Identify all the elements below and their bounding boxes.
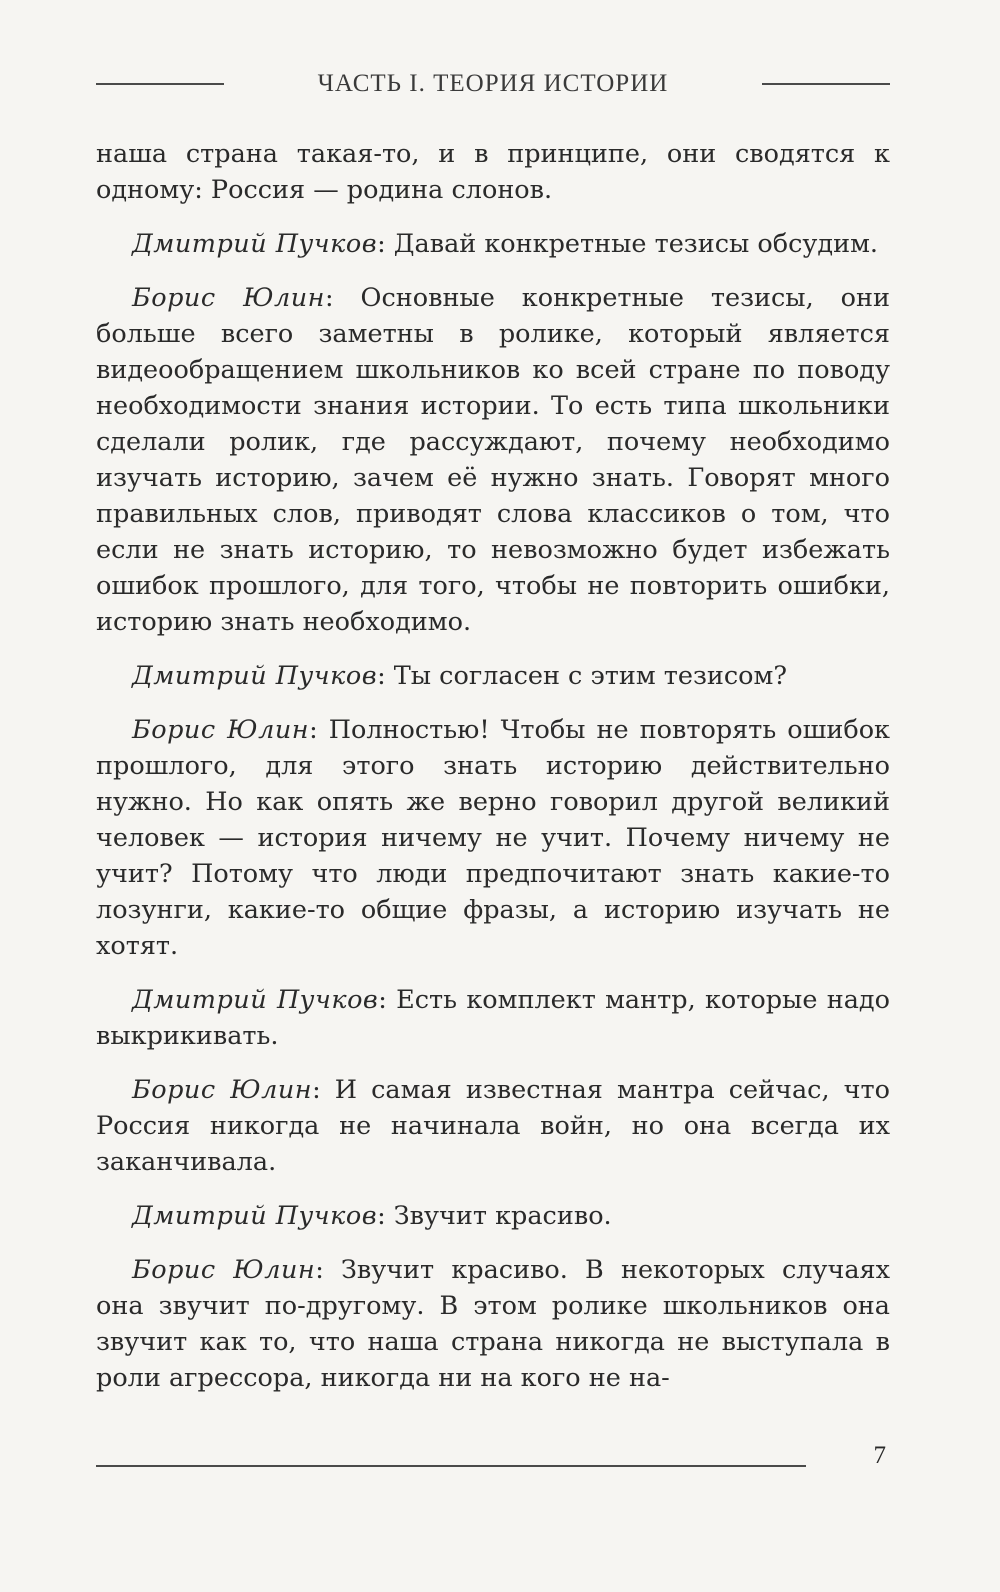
- paragraph-text: : Ты согласен с этим тезисом?: [377, 661, 788, 691]
- page-footer: [96, 1440, 890, 1480]
- speaker-name: Дмитрий Пучков: [132, 1201, 378, 1231]
- footer-rule: [96, 1465, 806, 1467]
- paragraph-text: : Есть комплект мантр, которые надо выкрикивать.: [96, 985, 890, 1051]
- speaker-name: Борис Юлин: [132, 1255, 316, 1285]
- speaker-name: Дмитрий Пучков: [132, 661, 378, 691]
- speaker-name: Борис Юлин: [132, 283, 325, 313]
- page-number: 7: [873, 1442, 886, 1469]
- paragraph: [96, 280, 890, 640]
- paragraph-text: наша страна такая-то, и в принципе, они сводятся к одному: Россия — родина слонов.: [96, 139, 890, 205]
- speaker-name: Борис Юлин: [132, 715, 310, 745]
- running-title: ЧАСТЬ I. ТЕОРИЯ ИСТОРИИ: [317, 70, 669, 97]
- paragraph: [96, 1252, 890, 1396]
- header-right-rule: [762, 83, 890, 85]
- paragraph: [96, 658, 890, 694]
- paragraph: [96, 712, 890, 964]
- paragraph: [96, 136, 890, 208]
- speaker-name: Дмитрий Пучков: [132, 985, 379, 1015]
- paragraph-text: : Давай конкретные тезисы обсудим.: [377, 229, 879, 259]
- header-left-rule: [96, 83, 224, 85]
- speaker-name: Дмитрий Пучков: [132, 229, 378, 259]
- body-text: [96, 136, 890, 1414]
- paragraph: [96, 226, 890, 262]
- paragraph-text: : Звучит красиво. В некоторых случаях она звучит по-другому. В этом ролике школьников она звучит как то, что наша страна никогда не выступала в роли агрессора, никогда ни на кого не на-: [96, 1255, 890, 1393]
- paragraph-text: : Полностью! Чтобы не повторять ошибок прошлого, для этого знать историю действительно нужно. Но как опять же верно говорил другой великий человек — история ничему не учит. Почему ничему не учит? Потому что люди предпочитают знать какие-то лозунги, какие-то общие фразы, а историю изучать не хотят.: [96, 715, 890, 961]
- paragraph-text: : И самая известная мантра сейчас, что Россия никогда не начинала войн, но она всегда их заканчивала.: [96, 1075, 890, 1177]
- paragraph: [96, 1072, 890, 1180]
- paragraph: [96, 1198, 890, 1234]
- running-head: [96, 64, 890, 104]
- paragraph: [96, 982, 890, 1054]
- paragraph-text: : Звучит красиво.: [377, 1201, 612, 1231]
- paragraph-text: : Основные конкретные тезисы, они больше всего заметны в ролике, который является видеообращением школьников ко всей стране по поводу необходимости знания истории. То есть типа школьники сделали ролик, где рассуждают, почему необходимо изучать историю, зачем её нужно знать. Говорят много правильных слов, приводят слова классиков о том, что если не знать историю, то невозможно будет избежать ошибок прошлого, для того, чтобы не повторить ошибки, историю знать необходимо.: [96, 283, 890, 637]
- speaker-name: Борис Юлин: [132, 1075, 313, 1105]
